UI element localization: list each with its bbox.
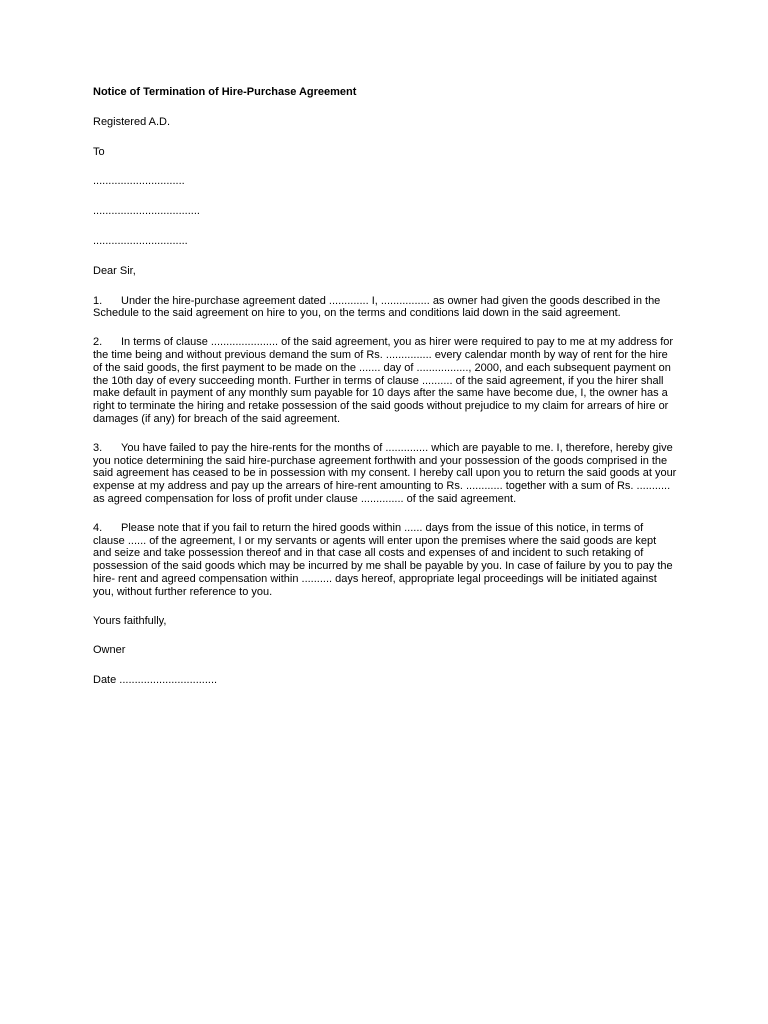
salutation: Dear Sir,: [93, 264, 136, 277]
paragraph-text: Please note that if you fail to return the hired goods within ...... days from the issue of this notice, in terms of clause ...... of the agreement, I or my servants or agents will enter upon the premises where the said goods are kept and seize and take possession thereof and in that case all costs and expenses of and incident to such retaking of possession of the said goods which may be incurred by me shall be payable by you. In case of failure by you to pay the hire- rent and agreed compensation within .......... days hereof, appropriate legal proceedings will be initiated against you, without further reference to you.: [93, 521, 673, 598]
paragraph-text: In terms of clause ...................... of the said agreement, you as hirer were required to pay to me at my address for the time being and without previous demand the sum of Rs. ............... every calendar month by way of rent for the hire of the said goods, the first payment to be made on the ....... day of ................., 2000, and each subsequent payment on the 10th day of every succeeding month. Further in terms of clause .......... of the said agreement, if you the hirer shall make default in payment of any monthly sum payable for 10 days after the same have become due, I, the owner has a right to terminate the hiring and retake possession of the said goods without prejudice to my claim for arrears of hire or damages (if any) for breach of the said agreement.: [93, 336, 674, 425]
address-line-2: ...................................: [93, 205, 200, 218]
address-line-3: ...............................: [93, 234, 188, 247]
paragraph-1: [93, 295, 677, 321]
closing: Yours faithfully,: [93, 614, 167, 627]
paragraph-2: [93, 336, 677, 426]
registered-line: Registered A.D.: [93, 115, 171, 128]
paragraph-number: 4.: [93, 521, 103, 534]
document-page: [93, 86, 677, 704]
paragraph-number: 2.: [93, 336, 103, 349]
to-line: To: [93, 145, 105, 158]
paragraph-number: 3.: [93, 441, 103, 454]
paragraph-3: [93, 442, 677, 506]
address-line-1: ..............................: [93, 175, 185, 188]
paragraph-4: [93, 522, 677, 599]
paragraph-number: 1.: [93, 294, 103, 307]
document-title: Notice of Termination of Hire-Purchase Agreement: [93, 86, 357, 98]
signatory: Owner: [93, 644, 126, 657]
date-line: Date ................................: [93, 674, 218, 687]
paragraph-text: You have failed to pay the hire-rents for the months of .............. which are payable to me. I, therefore, hereby give you notice determining the said hire-purchase agreement forthwith and your possession of the goods comprised in the said agreement has ceased to be in possession with my consent. I hereby call upon you to return the said goods at your expense at my address and pay up the arrears of hire-rent amounting to Rs. ............ together with a sum of Rs. ........... as agreed compensation for loss of profit under clause .............. of the said agreement.: [93, 441, 677, 505]
paragraph-text: Under the hire-purchase agreement dated ............. I, ................ as owner had given the goods described in the Schedule to the said agreement on hire to you, on the terms and conditions laid down in the said agreement.: [93, 294, 661, 320]
